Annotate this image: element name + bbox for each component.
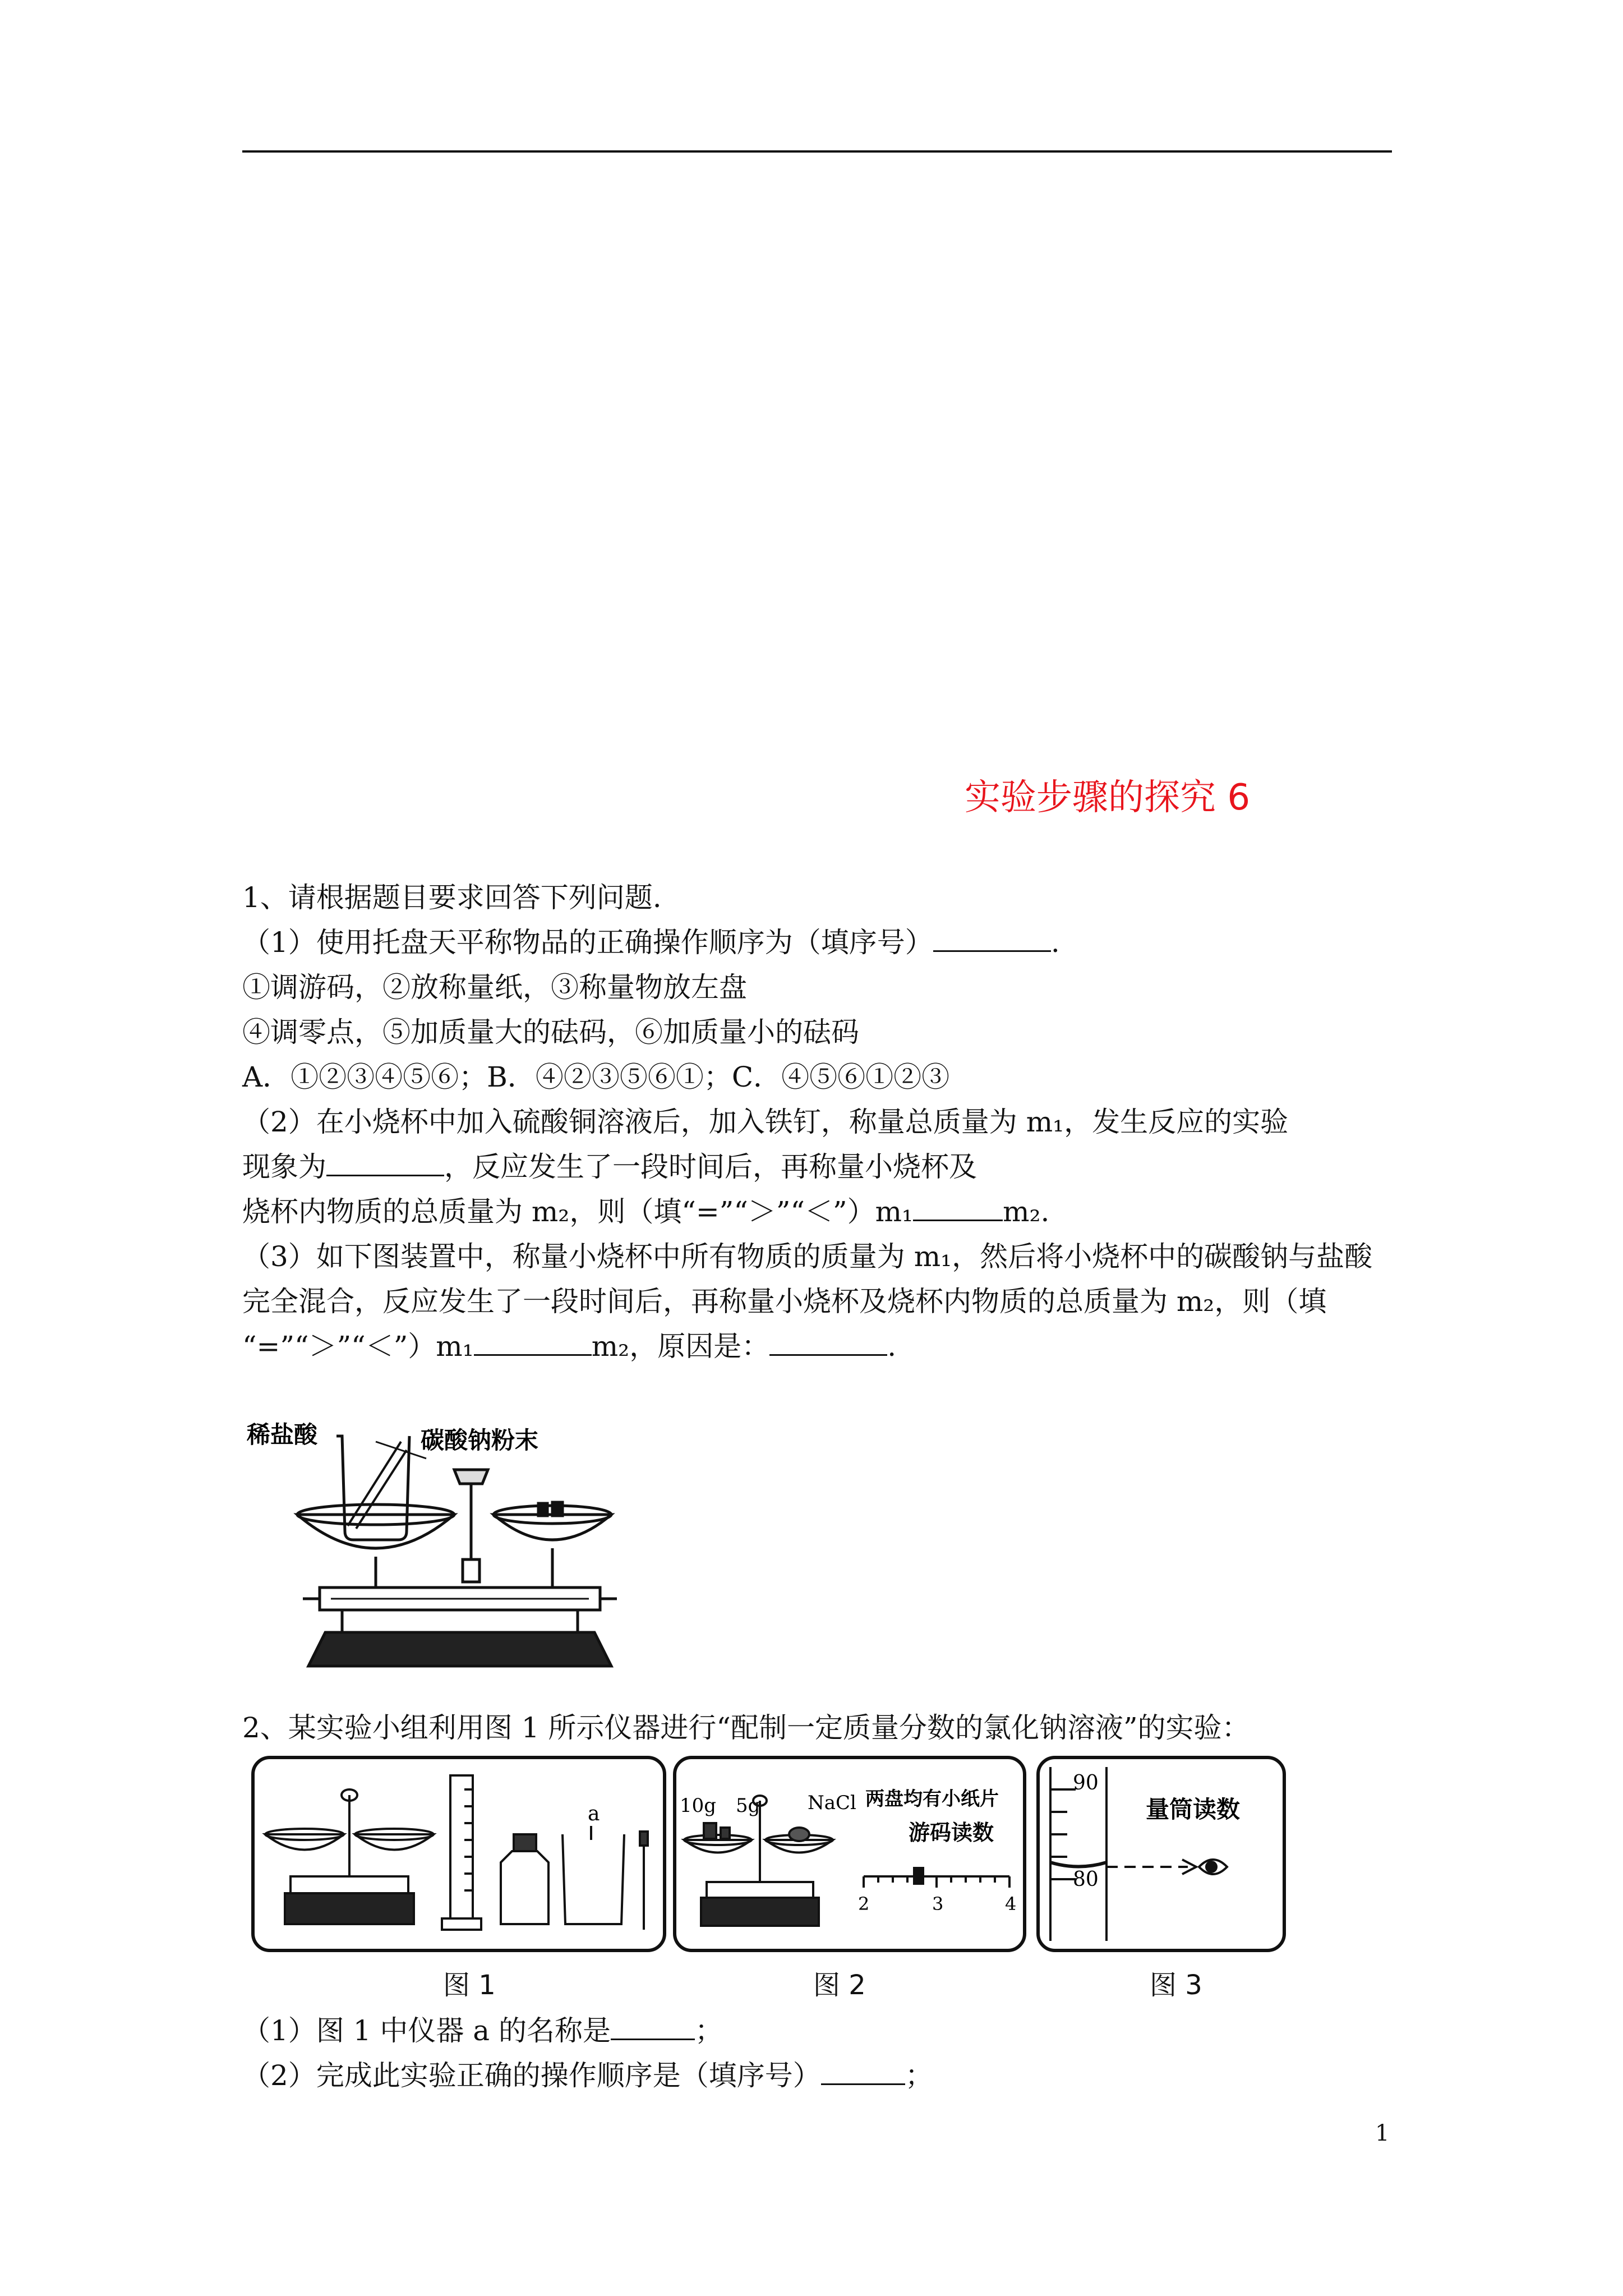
figure-3 <box>1036 1756 1286 1952</box>
fig2-weight-5g: 5g <box>736 1795 760 1817</box>
left-pan-icon <box>297 1504 454 1588</box>
balance-base-icon <box>303 1588 617 1666</box>
q1-options-line2: ④调零点，⑤加质量大的砝码，⑥加质量小的砝码 <box>242 1016 859 1048</box>
figure-2 <box>673 1756 1026 1952</box>
beaker-a-icon <box>562 1826 624 1924</box>
rider-scale-icon <box>864 1868 1009 1888</box>
q1-part1-blank <box>933 926 1051 952</box>
q1-choices: A．①②③④⑤⑥；B．④②③⑤⑥①；C．④⑤⑥①②③ <box>242 1061 950 1093</box>
page-number: 1 <box>1375 2120 1390 2146</box>
fig2-note: 两盘均有小纸片 <box>865 1788 999 1810</box>
q1-part2-line3-end: m₂. <box>1003 1195 1050 1228</box>
q1-part2-line3-text: 烧杯内物质的总质量为 m₂，则（填“=”“＞”“＜”）m₁ <box>242 1195 914 1228</box>
eye-icon <box>1199 1860 1227 1874</box>
sight-line-icon <box>1106 1860 1196 1874</box>
fig2-nacl: NaCl <box>808 1792 856 1814</box>
q2-part2-text: （2）完成此实验正确的操作顺序是（填序号） <box>242 2059 821 2092</box>
pointer-icon <box>454 1470 488 1582</box>
caption-fig2: 图 2 <box>813 1970 866 2001</box>
fig2-rider-reading: 游码读数 <box>909 1820 994 1845</box>
q1-part3-line1: （3）如下图装置中，称量小烧杯中所有物质的质量为 m₁，然后将小烧杯中的碳酸钠与盐酸 <box>242 1240 1373 1273</box>
q1-part3-blank2 <box>769 1329 887 1356</box>
figure-1 <box>251 1756 666 1952</box>
fig1-label-a: a <box>588 1802 600 1825</box>
fig3-reading-label: 量筒读数 <box>1146 1796 1241 1823</box>
q1-part3-line3-mid: m₂，原因是： <box>591 1330 770 1363</box>
q2-part1-blank <box>611 2014 695 2040</box>
q1-intro: 1、请根据题目要求回答下列问题. <box>242 881 662 914</box>
q1-part2-line3 <box>242 1195 1049 1228</box>
reagent-bottle-icon <box>501 1834 548 1924</box>
balance-figure <box>247 1419 628 1677</box>
q2-part1 <box>242 2014 723 2047</box>
powder-label: 碳酸钠粉末 <box>421 1427 539 1454</box>
q1-part3-line3-end: . <box>887 1330 897 1363</box>
right-pan-icon <box>494 1502 611 1588</box>
caption-fig3: 图 3 <box>1150 1970 1202 2001</box>
fig2-tick-4: 4 <box>1005 1893 1017 1915</box>
dropper-icon <box>640 1832 648 1930</box>
q2-part1-text: （1）图 1 中仪器 a 的名称是 <box>242 2014 611 2047</box>
caption-fig1: 图 1 <box>443 1970 496 2001</box>
q2-part2 <box>242 2059 933 2092</box>
graduated-cylinder-icon <box>442 1775 481 1930</box>
acid-label: 稀盐酸 <box>247 1421 318 1448</box>
fig2-weight-10g: 10g <box>680 1795 717 1817</box>
q1-part1-text: （1）使用托盘天平称物品的正确操作顺序为（填序号） <box>242 926 933 959</box>
q1-part2-line1: （2）在小烧杯中加入硫酸铜溶液后，加入铁钉，称量总质量为 m₁，发生反应的实验 <box>242 1106 1289 1138</box>
q2-part2-end: ； <box>905 2059 933 2092</box>
fig2-tick-3: 3 <box>932 1893 944 1915</box>
q1-part3-line2: 完全混合，反应发生了一段时间后，再称量小烧杯及烧杯内物质的总质量为 m₂，则（填 <box>242 1285 1327 1318</box>
q1-part3-line3-text: “=”“＞”“＜”）m₁ <box>242 1330 474 1363</box>
q1-options-line1: ①调游码，②放称量纸，③称量物放左盘 <box>242 971 747 1004</box>
q1-part2-line2-end: ，反应发生了一段时间后，再称量小烧杯及 <box>444 1151 977 1183</box>
q1-part3-line3 <box>242 1329 896 1363</box>
q1-part2-line2 <box>242 1150 977 1184</box>
q1-part1 <box>242 926 1060 959</box>
header-rule <box>242 150 1392 153</box>
fig2-tick-2: 2 <box>858 1893 870 1915</box>
q1-part2-line2-text: 现象为 <box>242 1151 326 1183</box>
page-title: 实验步骤的探究 6 <box>965 777 1251 818</box>
q2-part1-end: ； <box>695 2014 723 2047</box>
balance-icon <box>265 1789 434 1924</box>
q1-part2-blank1 <box>326 1150 444 1176</box>
q2-intro: 2、某实验小组利用图 1 所示仪器进行“配制一定质量分数的氯化钠溶液”的实验： <box>242 1711 1250 1744</box>
fig3-mark-80: 80 <box>1073 1868 1099 1891</box>
q1-part1-end: . <box>1050 926 1060 959</box>
q2-part2-blank <box>821 2059 905 2085</box>
q1-part2-blank2 <box>913 1195 1003 1221</box>
fig3-mark-90: 90 <box>1073 1772 1099 1795</box>
q1-part3-blank1 <box>474 1329 592 1356</box>
